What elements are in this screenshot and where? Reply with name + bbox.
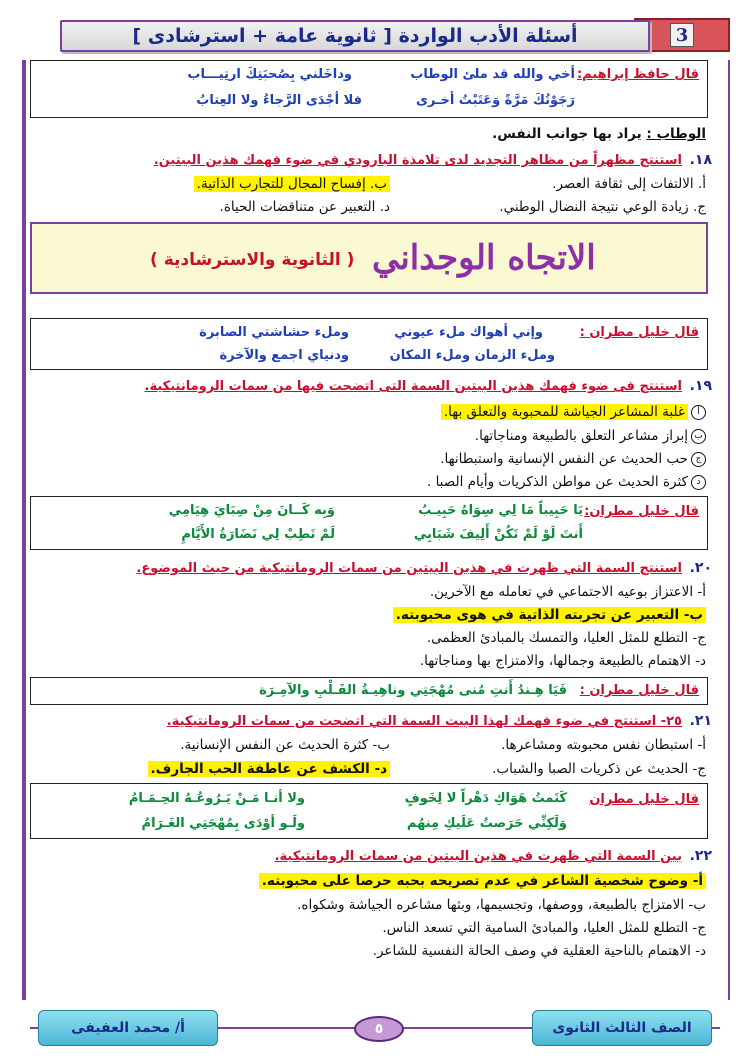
- verse-line: ودنياي اجمع والآخرة: [219, 348, 349, 363]
- option-text: كثرة الحديث عن مواطن الذكريات وأيام الصبا .: [426, 474, 688, 490]
- option-a[interactable]: أ. الالتفات إلى ثقافة العصر.: [552, 176, 706, 192]
- option-c[interactable]: ج- التطلع للمثل العليا، والتمسك بالمبادئ العظمى.: [426, 630, 706, 646]
- footer-teacher-label: أ/ محمد العفيفى: [38, 1010, 218, 1046]
- option-text: حب الحديث عن النفس الإنسانية واستبطانها.: [440, 451, 688, 467]
- option-c[interactable]: ج. زيادة الوعي نتيجة النضال الوطني.: [499, 199, 706, 215]
- verse-line: ولا أنـا مَـنْ يَـرُوعُـهُ الحِـمَـامُ: [128, 791, 305, 806]
- header: [30, 16, 730, 54]
- footer-grade-label: الصف الثالث الثانوى: [532, 1010, 712, 1046]
- option-b-correct[interactable]: ب. إفساح المجال للتجارب الذاتية.: [194, 176, 390, 192]
- question-text: استنتج مظهراً من مظاهر التجديد لدى تلامذة البارودي في ضوء فهمك هذين البيتين.: [153, 153, 682, 168]
- option-d[interactable]: د- الاهتمام بالناحية العقلية في وصف الحالة النفسية للشاعر.: [372, 943, 706, 959]
- question-number: ٢٢.: [689, 848, 712, 864]
- verse-line: ولَـو أوْدَى بِمُهْجَتِي الغَـرَامُ: [141, 816, 305, 831]
- verse-line: لَمْ تَطِبْ لِي نَضَارَةُ الأَيَّامِ: [181, 527, 335, 542]
- poet-name: قال خليل مطران :: [579, 325, 699, 340]
- verse-line: أخي والله قد ملئ الوطاب: [410, 67, 575, 82]
- question-number: ١٨.: [689, 152, 712, 168]
- question-number: ٢٠.: [689, 560, 712, 576]
- option-marker: د: [691, 475, 706, 490]
- verse-line: فلا أجْدَى الرَّجاءُ ولا العِتابُ: [196, 93, 362, 108]
- verse-line: وَبِه كَــانَ مِنْ صِبَايَ هِيَامِي: [168, 503, 335, 518]
- footer-page-number: ٥: [354, 1016, 404, 1042]
- option-a[interactable]: أ- استبطان نفس محبوبته ومشاعرها.: [501, 737, 706, 753]
- option-a-correct[interactable]: أ- وضوح شخصية الشاعر في عدم تصريحه بحبه حرصا على محبوبته.: [259, 873, 706, 889]
- section-title: الاتجاه الوجداني: [372, 238, 596, 278]
- option-d-correct[interactable]: د- الكشف عن عاطفة الحب الجارف.: [148, 761, 390, 777]
- option-text: إبراز مشاعر التعلق بالطبيعة ومناجاتها.: [474, 428, 688, 444]
- option-b[interactable]: ب- الامتزاج بالطبيعة، ووصفها، وتجسيمها، وبثها مشاعره الجياشة وشكواه.: [297, 897, 706, 913]
- verse-line: كَتَمتُ هَوَاكِ دَهْراً لا لِخَوفٍ: [404, 791, 567, 806]
- verse-line: وإني أهواك ملء عيوني: [394, 325, 543, 340]
- vocab-text: يراد بها جوانب النفس.: [492, 126, 642, 142]
- option-b[interactable]: ب- كثرة الحديث عن النفس الإنسانية.: [180, 737, 390, 753]
- question-text: استنتج فى ضوء فهمك هذين البيتين السمة التى اتضحت فيها من سمات الرومانتيكية.: [144, 379, 682, 394]
- option-b-correct[interactable]: ب- التعبير عن تجربته الذاتية في هوى محبوبته.: [393, 607, 706, 623]
- verse-line: أَنتَ لَوْ لَمْ تَكُنْ أَلِيفَ شَبَابِي: [413, 527, 583, 542]
- option-c[interactable]: ج- التطلع للمثل العليا، والمبادئ السامية التي تسعد الناس.: [382, 920, 706, 936]
- option-marker: أ: [691, 405, 706, 420]
- section-subtitle: ( الثانوية والاسترشادية ): [150, 250, 355, 270]
- poet-name: قال خليل مطران: [589, 792, 699, 807]
- verse-line: فَيَا هِـندُ أَنتِ مُنى مُهْجَتِي وناهِيـةُ القَـلْبِ والآمِـرَة: [259, 683, 567, 698]
- option-marker: ج: [691, 452, 706, 467]
- option-c[interactable]: [440, 451, 706, 467]
- question-text: استنتج السمة التي ظهرت في هذين البيتين من سمات الرومانتيكية من حيث الموضوع.: [136, 561, 682, 576]
- option-d[interactable]: د. التعبير عن متناقضات الحياة.: [219, 199, 390, 215]
- option-a[interactable]: [441, 404, 706, 420]
- verse-box-mutran-4: [30, 783, 708, 839]
- verse-line: يَا حَبِيباً مَا لِي سِوَاهُ حَبِيـبُ: [418, 503, 583, 518]
- page-title: أسئلة الأدب الواردة [ ثانوية عامة + استرشادى ]: [60, 20, 650, 52]
- poet-name: قال خليل مطران:: [584, 504, 699, 519]
- verse-box-mutran-2: [30, 496, 708, 550]
- question-number: ١٩.: [689, 378, 712, 394]
- question-text: بين السمة التي ظهرت في هذين البيتين من سمات الرومانتيكية.: [274, 849, 682, 864]
- verse-line: وملء حشاشتي الصابرة: [199, 325, 349, 340]
- verse-box-hafez: [30, 60, 708, 118]
- poet-name: قال حافظ إبراهيم:: [576, 67, 699, 82]
- poet-name: قال خليل مطران :: [579, 683, 699, 698]
- question-number: ٢١.: [689, 713, 712, 729]
- question-text: ٢٥- استنتج في ضوء فهمك لهذا البيت السمة التي اتضحت من سمات الرومانتيكية.: [166, 714, 682, 729]
- option-a-correct-text: غلبة المشاعر الجياشة للمحبوبة والتعلق بها.: [441, 404, 688, 420]
- verse-line: وملء الزمان وملء المكان: [389, 348, 555, 363]
- option-c[interactable]: ج- الحديث عن ذكريات الصبا والشباب.: [492, 761, 706, 777]
- option-d[interactable]: د- الاهتمام بالطبيعة وجمالها، والامتزاج بها ومناجاتها.: [419, 653, 706, 669]
- option-d[interactable]: [427, 474, 706, 490]
- left-margin-rule: [22, 60, 26, 1000]
- option-b[interactable]: [475, 428, 706, 444]
- vocab-label: الوطاب :: [646, 126, 706, 142]
- page-number: 3: [670, 23, 694, 47]
- right-margin-rule: [728, 60, 730, 1000]
- vocab-note: [492, 126, 706, 142]
- verse-line: وَلَكِنِّي حَرَصتُ عَلَيكِ مِنهُم: [406, 816, 567, 831]
- verse-box-mutran-3: [30, 677, 708, 705]
- option-a[interactable]: أ- الاعتزاز بوعيه الاجتماعي في تعامله مع الآخرين.: [429, 584, 706, 600]
- verse-line: وداخَلني بِصُحبَتِكَ ارتِيـــاب: [187, 67, 352, 82]
- option-marker: ب: [691, 429, 706, 444]
- verse-line: رَجَوْتُكَ مَرَّةً وَعَتَبْتُ أخـرى: [416, 93, 575, 108]
- verse-box-mutran-1: [30, 318, 708, 370]
- section-banner: [30, 222, 708, 294]
